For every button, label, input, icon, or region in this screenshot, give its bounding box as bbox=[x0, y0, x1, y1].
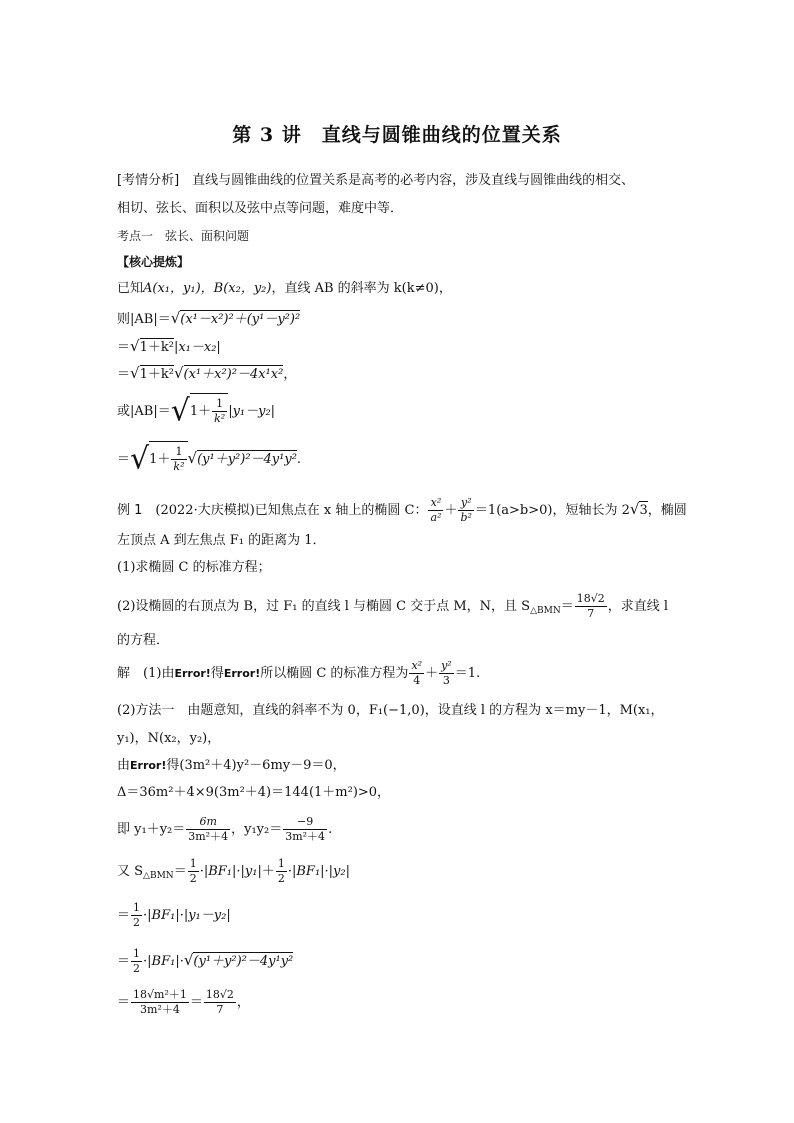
example-line-2: 左顶点 A 到左焦点 F₁ 的距离为 1． bbox=[117, 533, 326, 548]
intro-line-1 bbox=[117, 172, 634, 190]
formula-ab-4: 或|AB|＝√1＋ $\frac{1}{\text{k²}}$ |y₁－y₂| bbox=[117, 393, 276, 429]
method-line-3: 由Error!得(3m²＋4)y²－6my－9＝0， bbox=[117, 758, 346, 773]
formula-ab-1: 则|AB|＝√(x¹－x²)²＋(y¹－y²)² bbox=[117, 309, 301, 327]
formula-ab-3: ＝√1＋k²√(x¹＋x²)²－4x¹x²， bbox=[117, 364, 297, 382]
method-line-1: (2)方法一 由题意知，直线的斜率不为 0，F₁(−1,0)，设直线 l 的方程为 x＝my－1，M(x₁， bbox=[117, 703, 664, 718]
page-title: 第 3 讲 直线与圆锥曲线的位置关系 bbox=[232, 124, 562, 146]
method-line-9: ＝ $\frac{\text{18√m²＋1}}{\text{3m²＋4}}$ ＝ $\frac{18√2}{7}$ ， bbox=[117, 988, 250, 1016]
section-heading: 考点一 弦长、面积问题 bbox=[117, 229, 250, 243]
intro-tag: [考情分析] bbox=[117, 173, 180, 188]
method-line-6: 又 $S_{\triangle BMN}=$ $\frac{1}{2}$ ·|BF₁|·|y₁|＋ $\frac{1}{2}$ ·|BF₁|·|y₂| bbox=[117, 857, 350, 885]
example-label: 例 1 bbox=[117, 503, 143, 518]
formula-ab-5: ＝√1＋ $\frac{1}{\text{k²}}$ √(y¹＋y²)²－4y¹y². bbox=[117, 441, 302, 477]
method-line-5: 即 y₁＋y₂＝ $\frac{6m}{\text{3m²＋4}}$ ，y₁y₂＝ $\frac{-9}{\text{3m²＋4}}$ . bbox=[117, 815, 333, 843]
question-2: (2)设椭圆的右顶点为 B，过 F₁ 的直线 l 与椭圆 C 交于点 M，N，且 $S_{\triangle BMN}=$ $\frac{18√2}{7}$ ，求直线 l bbox=[117, 592, 669, 620]
core-heading: 【核心提炼】 bbox=[117, 255, 190, 269]
solution-label: 解 bbox=[117, 666, 131, 681]
question-2-tail: 的方程． bbox=[117, 633, 170, 648]
intro-line-2: 相切、弦长、面积以及弦中点等问题，难度中等． bbox=[117, 201, 404, 216]
example-line-1: 例 1 (2022·大庆模拟)已知焦点在 x 轴上的椭圆 C： $\frac{\text{x²}}{\text{a²}}$ ＋ $\frac{\text{y²}}{\text{b²}}$ ＝1(a>b>0)，短轴长为 2√3，椭圆 bbox=[117, 496, 687, 524]
known-line: 已知A(x₁，y₁)，B(x₂，y₂)，直线 AB 的斜率为 k(k≠0)， bbox=[117, 281, 452, 296]
formula-ab-2: ＝√1＋k²|x₁－x₂| bbox=[117, 337, 221, 355]
method-line-8: ＝ $\frac{1}{2}$ ·|BF₁|·√(y¹＋y²)²－4y¹y² bbox=[117, 947, 294, 975]
method-line-4: Δ＝36m²＋4×9(3m²＋4)＝144(1＋m²)>0， bbox=[117, 785, 391, 800]
question-1: (1)求椭圆 C 的标准方程； bbox=[117, 560, 271, 575]
solution-line-1: 解 (1)由Error!得Error!所以椭圆 C 的标准方程为 $\frac{\text{x²}}{4}$ ＋ $\frac{\text{y²}}{3}$ ＝1. bbox=[117, 659, 481, 687]
example-source: (2022·大庆模拟) bbox=[155, 503, 255, 518]
method-line-7: ＝ $\frac{1}{2}$ ·|BF₁|·|y₁－y₂| bbox=[117, 901, 231, 929]
intro-text-1: 直线与圆锥曲线的位置关系是高考的必考内容，涉及直线与圆锥曲线的相交、 bbox=[192, 173, 635, 188]
method-line-2: y₁)，N(x₂，y₂)， bbox=[117, 731, 221, 746]
